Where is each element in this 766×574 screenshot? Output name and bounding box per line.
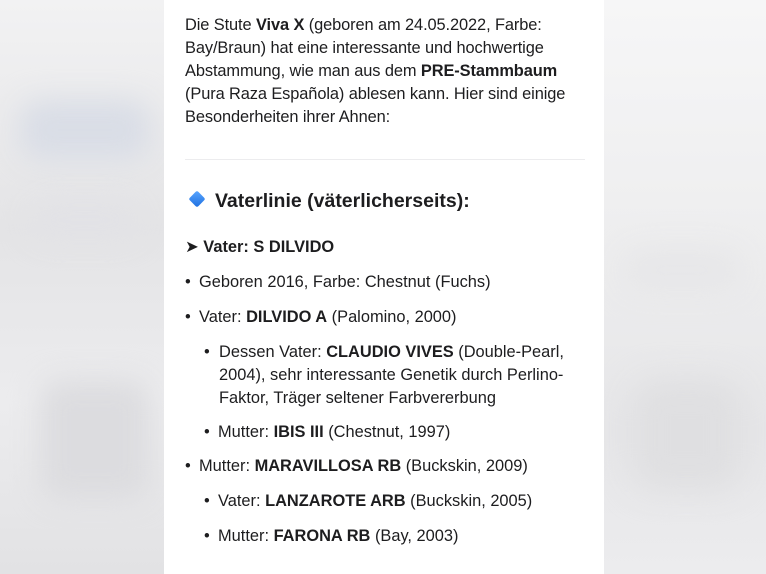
list-item: [185, 455, 528, 478]
list-item-label: Mutter:: [199, 457, 255, 475]
section-divider: [185, 159, 585, 160]
nested-list-item: [219, 341, 579, 410]
section-heading: [187, 187, 470, 215]
list-item-label: Mutter:: [218, 423, 274, 441]
blurred-background-left: [0, 0, 164, 574]
blurred-shape: [632, 380, 742, 490]
list-item-detail: (Chestnut, 1997): [323, 423, 451, 441]
list-item-label: Mutter:: [218, 527, 274, 545]
horse-name: IBIS III: [273, 423, 324, 441]
blurred-background-right: [602, 0, 766, 574]
nested-list-item: [204, 525, 458, 548]
nested-list-item-bullet: [204, 341, 218, 364]
bullet: •: [204, 343, 210, 361]
bullet: •: [204, 492, 210, 510]
nested-list-item: [204, 490, 532, 513]
vater-heading-text: Vater: S DILVIDO: [203, 238, 335, 256]
bullet: •: [185, 273, 191, 291]
blurred-shape: [30, 200, 140, 240]
list-item: [185, 271, 491, 294]
list-item-label: Dessen Vater:: [219, 343, 327, 361]
list-item-detail: (Buckskin, 2005): [405, 492, 533, 510]
list-item-detail: (Palomino, 2000): [327, 308, 457, 326]
list-item-text: Geboren 2016, Farbe: Chestnut (Fuchs): [199, 273, 491, 291]
blurred-shape: [20, 100, 150, 160]
intro-paragraph: [185, 14, 585, 129]
bullet: •: [204, 423, 210, 441]
intro-text: (Pura Raza Española) ablesen kann. Hier sind einige Besonderheiten ihrer Ahnen:: [185, 85, 566, 126]
intro-text: (geboren am 24.05.2022, Farbe: Bay/Braun) hat eine interessante und hochwertige Abstammung, wie man aus dem: [185, 16, 544, 80]
horse-name: LANZAROTE ARB: [265, 492, 406, 510]
intro-text: Die Stute: [185, 16, 256, 34]
list-item-detail: (Double-Pearl, 2004), sehr interessante Genetik durch Perlino-Faktor, Träger seltener Farbvererbung: [219, 343, 564, 407]
horse-name: DILVIDO A: [246, 308, 328, 326]
list-item-label: Vater:: [199, 308, 247, 326]
list-item-detail: (Buckskin, 2009): [401, 457, 528, 475]
arrow-icon: ➤: [185, 238, 199, 256]
bullet: •: [204, 527, 210, 545]
horse-name: CLAUDIO VIVES: [326, 343, 454, 361]
list-item-label: Vater:: [218, 492, 266, 510]
bullet: •: [185, 308, 191, 326]
blurred-shape: [622, 250, 742, 290]
blue-diamond-icon: [189, 191, 206, 208]
list-item: [185, 306, 457, 329]
list-item-detail: (Bay, 2003): [370, 527, 459, 545]
vater-heading: [185, 236, 334, 259]
article-card: [164, 0, 604, 574]
horse-name: MARAVILLOSA RB: [254, 457, 402, 475]
nested-list-item: [204, 421, 450, 444]
section-heading-text: Vaterlinie (väterlicherseits):: [215, 190, 470, 212]
horse-name: Viva X: [255, 16, 305, 34]
bullet: •: [185, 457, 191, 475]
blurred-shape: [40, 380, 150, 500]
stammbaum-label: PRE-Stammbaum: [420, 62, 558, 80]
horse-name: FARONA RB: [273, 527, 371, 545]
